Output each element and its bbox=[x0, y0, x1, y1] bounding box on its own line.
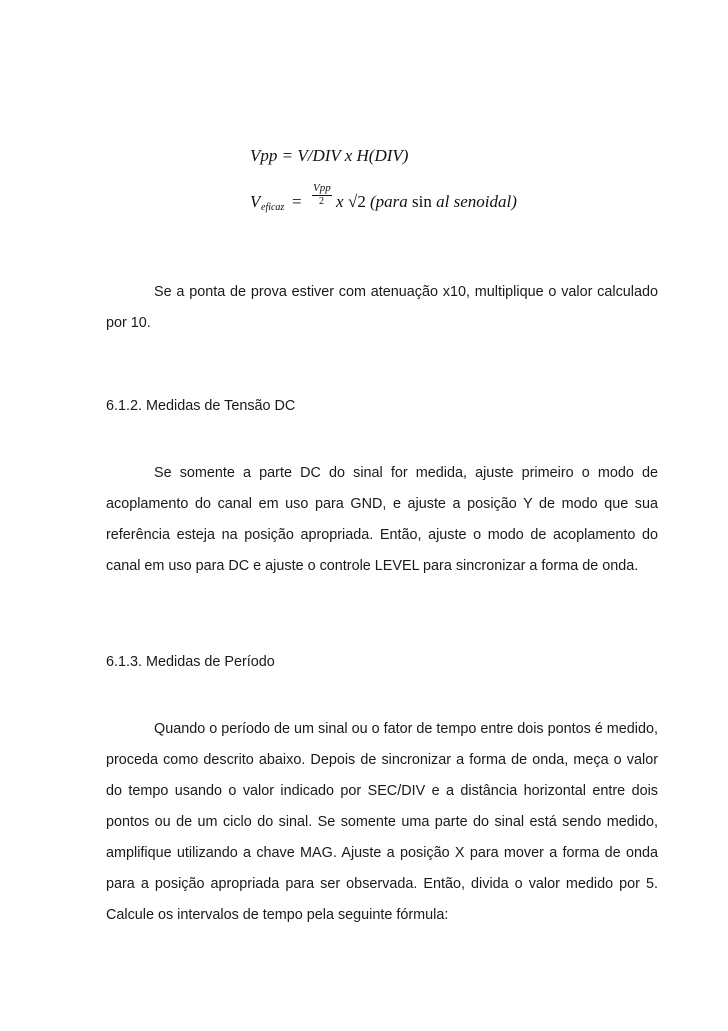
section-heading-period: 6.1.3. Medidas de Período bbox=[106, 654, 275, 670]
equals-sign: = bbox=[292, 192, 302, 211]
paragraph-dc-measurement: Se somente a parte DC do sinal for medida, ajuste primeiro o modo de acoplamento do canal em uso para GND, e ajuste a posição Y de modo que sua referência esteja na posição apropriada. Então, ajuste o modo de acoplamento do canal em uso para DC e ajuste o controle LEVEL para sincronizar a forma de onda. bbox=[106, 465, 658, 574]
vrms-subscript: eficaz bbox=[261, 202, 285, 213]
sqrt-two: √2 bbox=[348, 192, 366, 211]
vrms-symbol: V bbox=[250, 192, 261, 211]
paragraph-period-measurement: Quando o período de um sinal ou o fator de tempo entre dois pontos é medido, proceda como descrito abaixo. Depois de sincronizar a forma de onda, meça o valor do tempo usando o valor indicado por SEC/DIV e a distância horizontal entre dois pontos ou de um ciclo do sinal. Se somente uma parte do sinal está sendo medido, amplifique utilizando a chave MAG. Ajuste a posição X para mover a forma de onda para a posição apropriada para ser observada. Então, divida o valor medido por 5. Calcule os intervalos de tempo pela seguinte fórmula: bbox=[106, 721, 659, 923]
vpp-formula: Vpp = V/DIV x H(DIV) bbox=[250, 146, 409, 165]
paragraph-attenuation: Se a ponta de prova estiver com atenuação x10, multiplique o valor calculado por 10. bbox=[106, 284, 658, 331]
multiply-sign: x bbox=[336, 192, 344, 211]
fraction-numerator: Vpp bbox=[313, 182, 331, 194]
section-heading-dc: 6.1.2. Medidas de Tensão DC bbox=[106, 398, 296, 414]
sinusoidal-note: (para sin al senoidal) bbox=[370, 192, 517, 211]
fraction-denominator: 2 bbox=[319, 196, 324, 207]
